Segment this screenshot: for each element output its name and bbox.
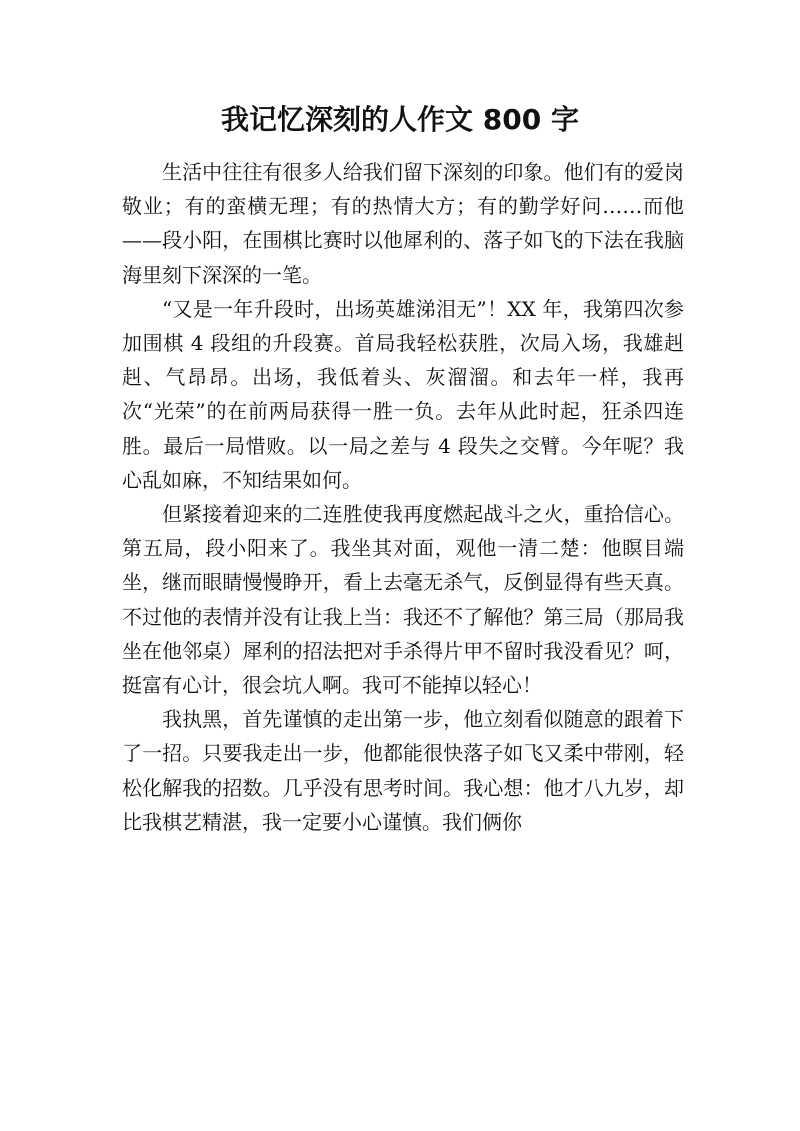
paragraph-3: 但紧接着迎来的二连胜使我再度燃起战斗之火，重拾信心。第五局，段小阳来了。我坐其对面，观他一清二楚：他瞑目端坐，继而眼睛慢慢睁开，看上去毫无杀气，反倒显得有些天真。不过他的表情并没有让我上当：我还不了解他？第三局（那局我坐在他邻桌）犀利的招法把对手杀得片甲不留时我没看见？呵，挺富有心计，很会坑人啊。我可不能掉以轻心！	[122, 502, 684, 698]
document-body	[122, 155, 684, 839]
paragraph-1: 生活中往往有很多人给我们留下深刻的印象。他们有的爱岗敬业；有的蛮横无理；有的热情大方；有的勤学好问……而他——段小阳，在围棋比赛时以他犀利的、落子如飞的下法在我脑海里刻下深深的一笔。	[122, 160, 684, 287]
paragraph-2: “又是一年升段时，出场英雄涕泪无”！XX 年，我第四次参加围棋 4 段组的升段赛。首局我轻松获胜，次局入场，我雄赳赳、气昂昂。出场，我低着头、灰溜溜。和去年一样，我再次“光荣”的在前两局获得一胜一负。去年从此时起，狂杀四连胜。最后一局惜败。以一局之差与 4 段失之交臂。今年呢？我心乱如麻，不知结果如何。	[122, 296, 684, 492]
document-title: 我记忆深刻的人作文 800 字	[221, 103, 579, 136]
paragraph-4: 我执黑，首先谨慎的走出第一步，他立刻看似随意的跟着下了一招。只要我走出一步，他都能很快落子如飞又柔中带刚，轻松化解我的招数。几乎没有思考时间。我心想：他才八九岁，却比我棋艺精湛，我一定要小心谨慎。我们俩你	[122, 707, 684, 834]
